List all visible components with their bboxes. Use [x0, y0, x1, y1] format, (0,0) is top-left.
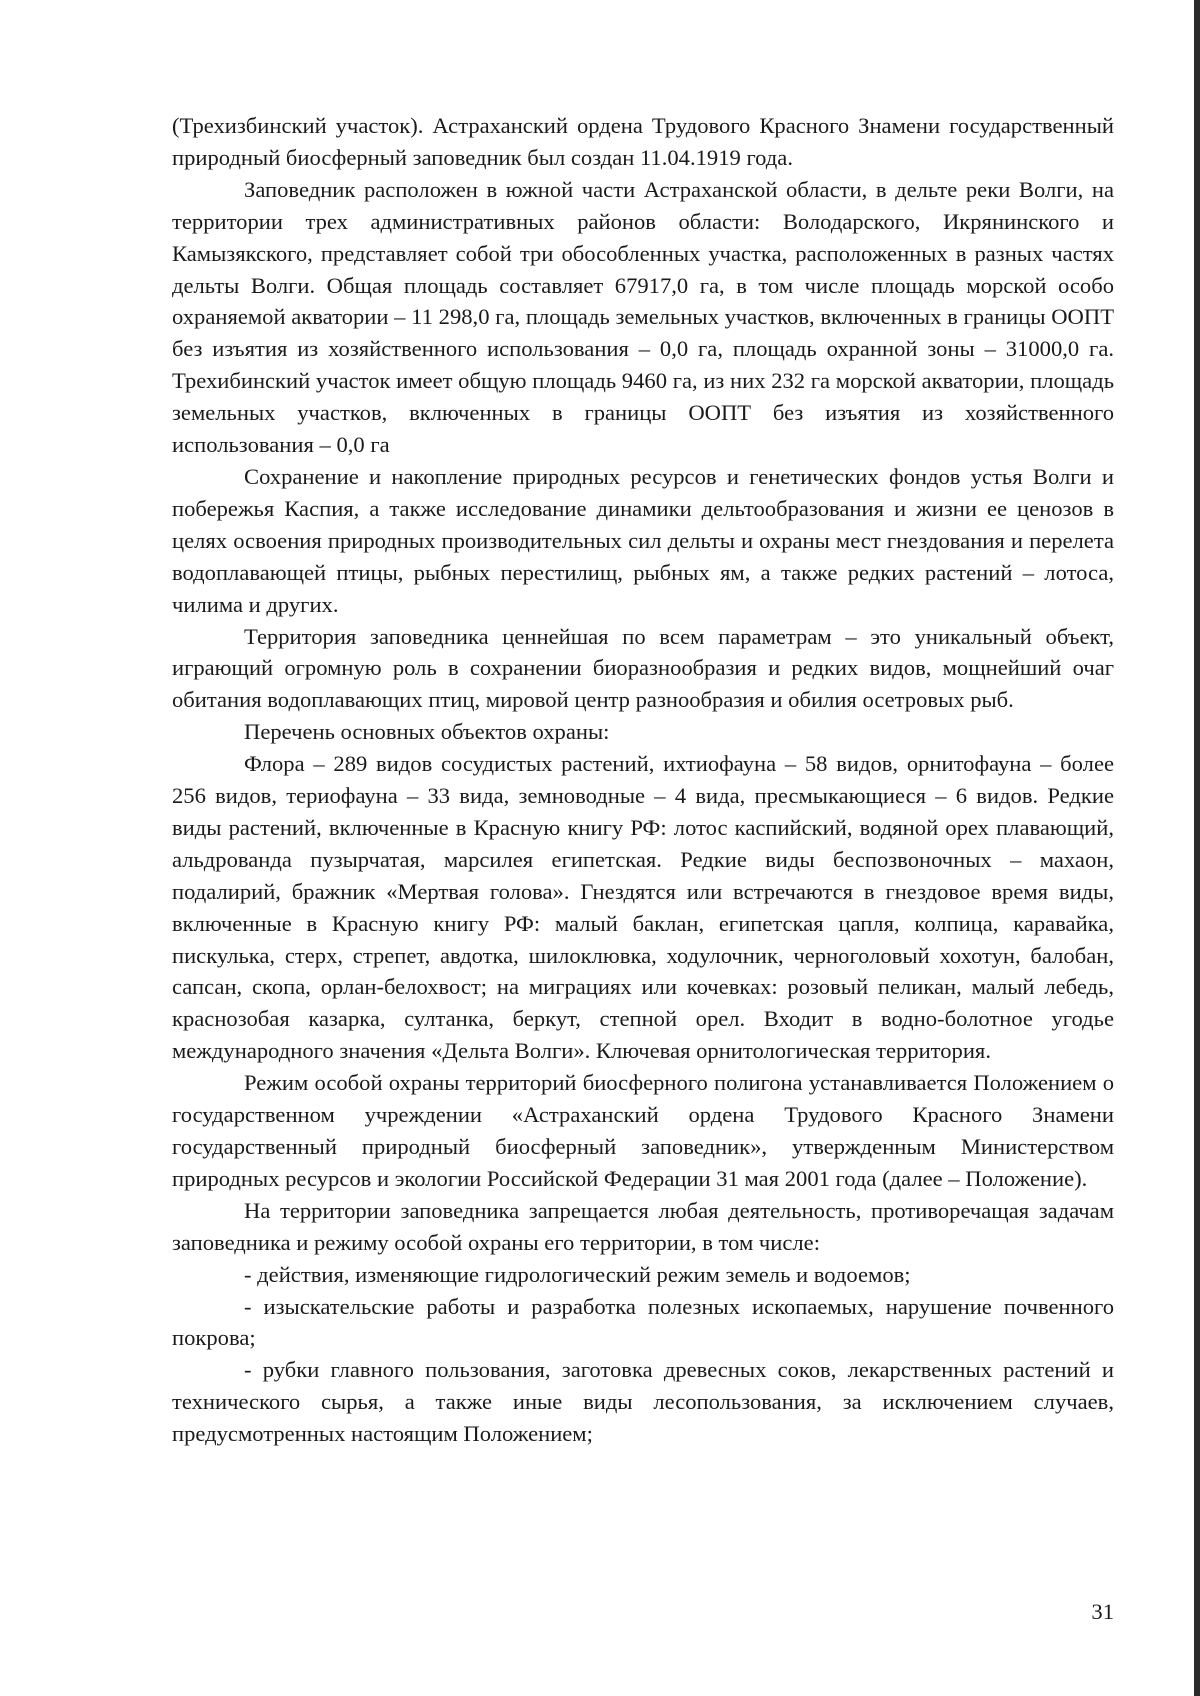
- list-item: - изыскательские работы и разработка полезных ископаемых, нарушение почвенного покрова;: [172, 1293, 1114, 1351]
- document-body: [172, 110, 1114, 1450]
- paragraph: Сохранение и накопление природных ресурсов и генетических фондов устья Волги и побережья Каспия, а также исследование динамики дельтообразования и жизни ее ценозов в целях освоения природных производительных сил дельты и охраны мест гнездования и перелета водоплавающей птицы, рыбных перестилищ, рыбных ям, а также редких растений – лотоса, чилима и других.: [172, 463, 1114, 617]
- paragraph: Перечень основных объектов охраны:: [244, 719, 610, 745]
- paragraph: На территории заповедника запрещается любая деятельность, противоречащая задачам заповедника и режиму особой охраны его территории, в том числе:: [172, 1197, 1114, 1255]
- paragraph: Флора – 289 видов сосудистых растений, ихтиофауна – 58 видов, орнитофауна – более 256 видов, териофауна – 33 вида, земноводные – 4 вида, пресмыкающиеся – 6 видов. Редкие виды растений, включенные в Красную книгу РФ: лотос каспийский, водяной орех плавающий, альдрованда пузырчатая, марсилея египетская. Редкие виды беспозвоночных – махаон, подалирий, бражник «Мертвая голова». Гнездятся или встречаются в гнездовое время виды, включенные в Красную книгу РФ: малый баклан, египетская цапля, колпица, каравайка, пискулька, стерх, стрепет, авдотка, шилоклювка, ходулочник, черноголовый хохотун, балобан, сапсан, скопа, орлан-белохвост; на миграциях или кочевках: розовый пеликан, малый лебедь, краснозобая казарка, султанка, беркут, степной орел. Входит в водно-болотное угодье международного значения «Дельта Волги». Ключевая орнитологическая территория.: [172, 751, 1114, 1064]
- paragraph: Территория заповедника ценнейшая по всем параметрам – это уникальный объект, играющий огромную роль в сохранении биоразнообразия и редких видов, мощнейший очаг обитания водоплавающих птиц, мировой центр разнообразия и обилия осетровых рыб.: [172, 623, 1114, 713]
- list-item: - рубки главного пользования, заготовка древесных соков, лекарственных растений и технического сырья, а также иные виды лесопользования, за исключением случаев, предусмотренных настоящим Положением;: [172, 1357, 1114, 1447]
- paragraph: (Трехизбинский участок). Астраханский ордена Трудового Красного Знамени государственный природный биосферный заповедник был создан 11.04.1919 года.: [172, 113, 1114, 170]
- paragraph: Заповедник расположен в южной части Астраханской области, в дельте реки Волги, на территории трех административных районов области: Володарского, Икрянинского и Камызякского, представляет собой три обособленных участка, расположенных в разных частях дельты Волги. Общая площадь составляет 67917,0 га, в том числе площадь морской особо охраняемой акватории – 11 298,0 га, площадь земельных участков, включенных в границы ООПТ без изъятия из хозяйственного использования – 0,0 га, площадь охранной зоны – 31000,0 га. Трехибинский участок имеет общую площадь 9460 га, из них 232 га морской акватории, площадь земельных участков, включенных в границы ООПТ без изъятия из хозяйственного использования – 0,0 га: [172, 176, 1114, 458]
- page-edge-shadow: [1194, 0, 1200, 1696]
- page-number: 31: [1091, 1599, 1114, 1624]
- paragraph: Режим особой охраны территорий биосферного полигона устанавливается Положением о государственном учреждении «Астраханский ордена Трудового Красного Знамени государственный природный биосферный заповедник», утвержденным Министерством природных ресурсов и экологии Российской Федерации 31 мая 2001 года (далее – Положение).: [172, 1070, 1114, 1191]
- list-item: - действия, изменяющие гидрологический режим земель и водоемов;: [244, 1261, 911, 1287]
